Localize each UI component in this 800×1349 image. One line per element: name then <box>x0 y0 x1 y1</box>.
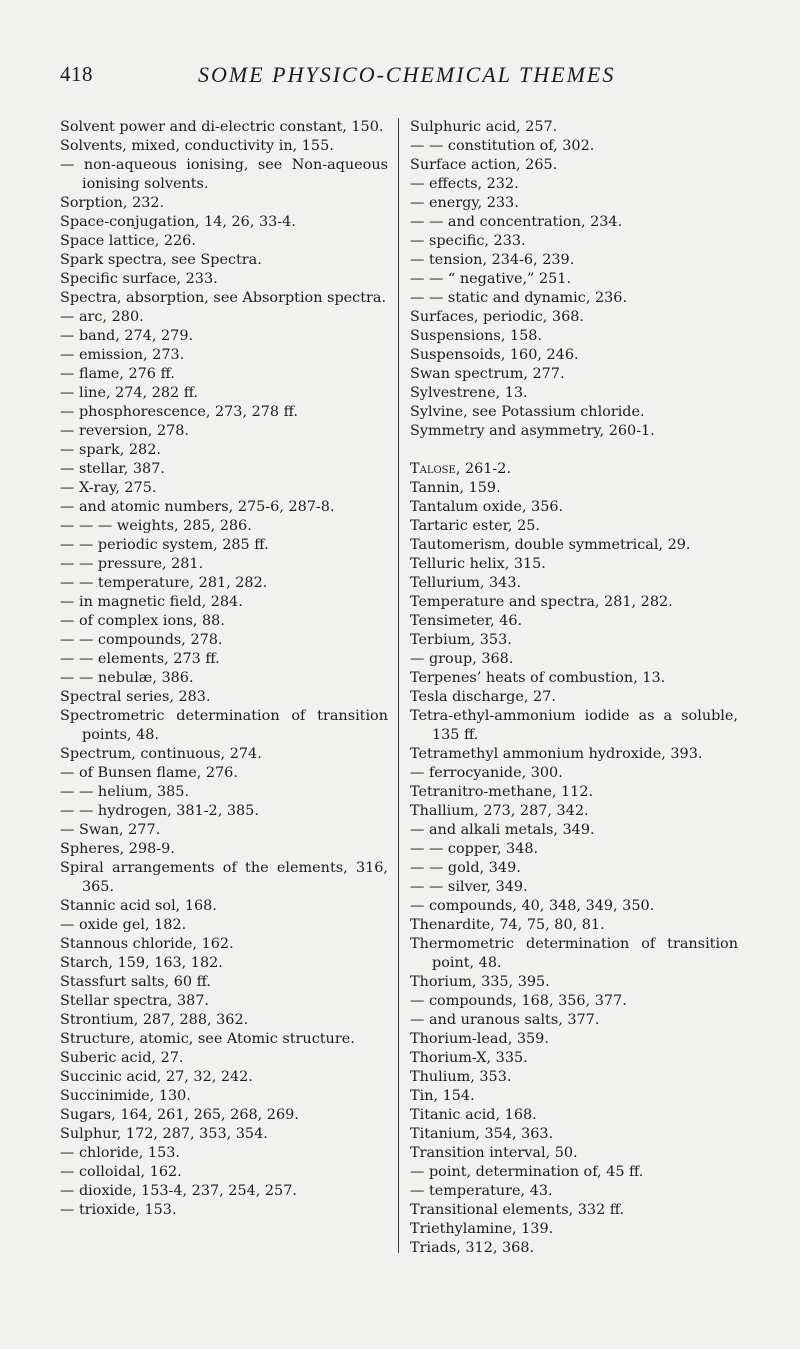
index-entry: — temperature, 43. <box>410 1183 553 1199</box>
index-entry: Surface action, 265. <box>410 157 558 173</box>
index-entry: — X-ray, 275. <box>60 480 157 496</box>
index-entry: Telluric helix, 315. <box>410 556 546 572</box>
index-entry: — non-aqueous ionising, see Non-aqueous ionising solvents. <box>60 157 388 192</box>
index-entry: Triethylamine, 139. <box>410 1221 554 1237</box>
index-entry: Suberic acid, 27. <box>60 1050 184 1066</box>
index-entry: Spark spectra, see Spectra. <box>60 252 262 268</box>
index-entry: — — “ negative,” 251. <box>410 271 572 287</box>
index-entry: Thorium-lead, 359. <box>410 1031 549 1047</box>
index-entry: — line, 274, 282 ff. <box>60 385 199 401</box>
index-entry-talose <box>410 460 738 479</box>
index-entry: — — copper, 348. <box>410 841 539 857</box>
index-entry: Tesla discharge, 27. <box>410 689 556 705</box>
index-entry: Sylvestrene, 13. <box>410 385 528 401</box>
index-entry: — spark, 282. <box>60 442 161 458</box>
index-entry: Tannin, 159. <box>410 480 501 496</box>
index-entry: Strontium, 287, 288, 362. <box>60 1012 249 1028</box>
page-number: 418 <box>60 62 93 86</box>
index-entry: — group, 368. <box>410 651 514 667</box>
index-entry: Tetranitro-methane, 112. <box>410 784 594 800</box>
index-entry: — of complex ions, 88. <box>60 613 225 629</box>
index-entry: Stannic acid sol, 168. <box>60 898 217 914</box>
index-entry: — compounds, 40, 348, 349, 350. <box>410 898 655 914</box>
index-entry: Tantalum oxide, 356. <box>410 499 564 515</box>
index-entry: — stellar, 387. <box>60 461 165 477</box>
index-entry: Titanic acid, 168. <box>410 1107 537 1123</box>
index-entry: Stassfurt salts, 60 ff. <box>60 974 211 990</box>
index-entry: Spectrometric determination of transition points, 48. <box>60 708 388 743</box>
index-entry: Starch, 159, 163, 182. <box>60 955 223 971</box>
index-entry: — — helium, 385. <box>60 784 190 800</box>
index-entry: Temperature and spectra, 281, 282. <box>410 594 673 610</box>
index-entry: — — silver, 349. <box>410 879 528 895</box>
index-entry: — — elements, 273 ff. <box>60 651 220 667</box>
index-entry: — emission, 273. <box>60 347 185 363</box>
index-entry: Sulphur, 172, 287, 353, 354. <box>60 1126 268 1142</box>
index-entry: Transitional elements, 332 ff. <box>410 1202 625 1218</box>
index-entry: Thulium, 353. <box>410 1069 512 1085</box>
index-entry: — specific, 233. <box>410 233 526 249</box>
index-entry: — — temperature, 281, 282. <box>60 575 268 591</box>
index-entry: Tartaric ester, 25. <box>410 518 540 534</box>
index-entry: Swan spectrum, 277. <box>410 366 565 382</box>
index-group-s-continued <box>410 118 738 441</box>
index-entry: Succinic acid, 27, 32, 242. <box>60 1069 253 1085</box>
index-entry: — of Bunsen flame, 276. <box>60 765 238 781</box>
index-entry: Stellar spectra, 387. <box>60 993 210 1009</box>
index-entry: Titanium, 354, 363. <box>410 1126 554 1142</box>
index-entry: — compounds, 168, 356, 377. <box>410 993 627 1009</box>
index-entry: Tetramethyl ammonium hydroxide, 393. <box>410 746 703 762</box>
index-entry: — dioxide, 153-4, 237, 254, 257. <box>60 1183 297 1199</box>
index-entry: — and alkali metals, 349. <box>410 822 595 838</box>
index-entry: — flame, 276 ff. <box>60 366 175 382</box>
index-entry: — — and concentration, 234. <box>410 214 623 230</box>
index-entry: Succinimide, 130. <box>60 1088 191 1104</box>
index-entry: Terbium, 353. <box>410 632 512 648</box>
index-entry: Space-conjugation, 14, 26, 33-4. <box>60 214 296 230</box>
index-entry: — band, 274, 279. <box>60 328 194 344</box>
index-entry: Surfaces, periodic, 368. <box>410 309 584 325</box>
index-entry: — chloride, 153. <box>60 1145 180 1161</box>
index-entry: Spectral series, 283. <box>60 689 211 705</box>
index-entry: Suspensions, 158. <box>410 328 543 344</box>
index-entry: Sorption, 232. <box>60 195 165 211</box>
index-entry: Space lattice, 226. <box>60 233 196 249</box>
index-entry: Suspensoids, 160, 246. <box>410 347 579 363</box>
index-entry: Tetra-ethyl-ammonium iodide as a soluble, 135 ff. <box>410 708 738 743</box>
index-entry: — energy, 233. <box>410 195 519 211</box>
index-entry: Spheres, 298-9. <box>60 841 175 857</box>
index-entry: — effects, 232. <box>410 176 519 192</box>
index-headword-talose: Talose <box>410 461 456 477</box>
index-entry: Thallium, 273, 287, 342. <box>410 803 589 819</box>
index-group-t <box>410 479 738 1258</box>
index-entry: — — static and dynamic, 236. <box>410 290 628 306</box>
index-entry: — oxide gel, 182. <box>60 917 187 933</box>
index-entry: Solvents, mixed, conductivity in, 155. <box>60 138 334 154</box>
index-entry: Tellurium, 343. <box>410 575 522 591</box>
index-entry: — and atomic numbers, 275-6, 287-8. <box>60 499 335 515</box>
index-entry: Spiral arrangements of the elements, 316, 365. <box>60 860 388 895</box>
index-entry: — trioxide, 153. <box>60 1202 177 1218</box>
index-entry: — tension, 234-6, 239. <box>410 252 575 268</box>
index-entry: Sulphuric acid, 257. <box>410 119 558 135</box>
index-entry: Spectrum, continuous, 274. <box>60 746 262 762</box>
index-entry: — ferrocyanide, 300. <box>410 765 563 781</box>
index-entry: Tin, 154. <box>410 1088 475 1104</box>
running-title: SOME PHYSICO-CHEMICAL THEMES <box>198 62 616 87</box>
index-entry: Transition interval, 50. <box>410 1145 578 1161</box>
index-entry: — — pressure, 281. <box>60 556 204 572</box>
index-entry: Solvent power and di-electric constant, 150. <box>60 119 384 135</box>
index-entry: — Swan, 277. <box>60 822 161 838</box>
index-entry: — arc, 280. <box>60 309 144 325</box>
index-entry: — — hydrogen, 381-2, 385. <box>60 803 259 819</box>
index-entry: Stannous chloride, 162. <box>60 936 234 952</box>
index-entry: — — periodic system, 285 ff. <box>60 537 269 553</box>
index-entry: Thorium-X, 335. <box>410 1050 528 1066</box>
index-entry: Thenardite, 74, 75, 80, 81. <box>410 917 605 933</box>
page-header <box>60 62 740 92</box>
index-entry: — colloidal, 162. <box>60 1164 182 1180</box>
index-entry-talose-pages: , 261-2. <box>455 461 512 477</box>
index-entry: — — compounds, 278. <box>60 632 223 648</box>
index-entry: Terpenes’ heats of combustion, 13. <box>410 670 666 686</box>
index-entry: Sylvine, see Potassium chloride. <box>410 404 645 420</box>
index-column-left <box>60 118 388 1220</box>
index-entry: Thermometric determination of transition point, 48. <box>410 936 738 971</box>
index-entry: — point, determination of, 45 ff. <box>410 1164 644 1180</box>
index-entry: — — nebulæ, 386. <box>60 670 194 686</box>
index-entry: — — gold, 349. <box>410 860 521 876</box>
index-entry: Structure, atomic, see Atomic structure. <box>60 1031 355 1047</box>
index-entry: — and uranous salts, 377. <box>410 1012 600 1028</box>
column-divider <box>398 118 399 1253</box>
index-entry: Thorium, 335, 395. <box>410 974 550 990</box>
index-entry: — — — weights, 285, 286. <box>60 518 252 534</box>
index-entry: Triads, 312, 368. <box>410 1240 535 1256</box>
index-entry: Symmetry and asymmetry, 260-1. <box>410 423 655 439</box>
index-entry: — reversion, 278. <box>60 423 189 439</box>
index-entry: — — constitution of, 302. <box>410 138 595 154</box>
index-entry: — phosphorescence, 273, 278 ff. <box>60 404 298 420</box>
index-entry: Spectra, absorption, see Absorption spectra. <box>60 290 387 306</box>
index-column-right <box>410 118 738 1258</box>
index-entry: Tensimeter, 46. <box>410 613 523 629</box>
index-entry: Sugars, 164, 261, 265, 268, 269. <box>60 1107 299 1123</box>
index-entry: — in magnetic field, 284. <box>60 594 243 610</box>
index-entry: Tautomerism, double symmetrical, 29. <box>410 537 691 553</box>
index-entry: Specific surface, 233. <box>60 271 218 287</box>
